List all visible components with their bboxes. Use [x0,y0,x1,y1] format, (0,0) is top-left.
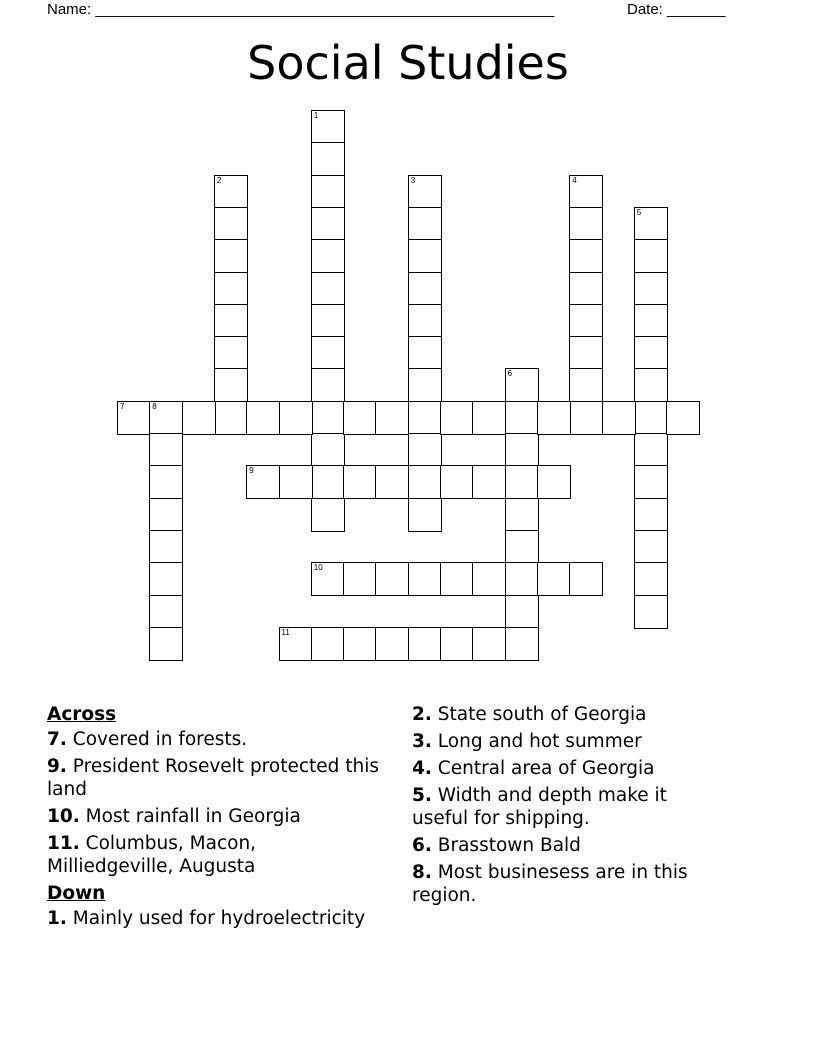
clue-number: 2. [412,704,432,725]
clue-item [412,834,712,857]
grid-cell[interactable] [634,595,668,629]
grid-cell[interactable] [505,627,539,661]
grid-cell[interactable] [408,368,442,402]
grid-cell[interactable] [440,562,474,596]
down-clues-continued [412,703,712,907]
clue-item [47,805,387,828]
clue-number: 4. [412,758,432,779]
clue-number: 5. [412,785,432,806]
grid-cell[interactable] [634,304,668,338]
grid-cell[interactable] [634,368,668,402]
grid-cell[interactable] [311,401,345,435]
grid-cell[interactable] [634,465,668,499]
grid-cell[interactable] [311,304,345,338]
clue-number: 10. [47,806,80,827]
clue-text: Brasstown Bald [437,835,581,856]
clue-item [47,728,387,751]
grid-cell[interactable] [505,465,539,499]
clue-number-label: 1 [313,111,319,120]
clues-left-column [47,703,387,934]
grid-cell[interactable] [311,336,345,370]
grid-cell[interactable] [214,175,248,209]
grid-cell[interactable] [279,627,313,661]
clue-item [412,703,712,726]
grid-cell[interactable] [343,465,377,499]
grid-cell[interactable] [149,401,183,435]
clue-text: State south of Georgia [437,704,647,725]
clue-number-label: 8 [152,401,157,411]
grid-cell[interactable] [537,401,571,435]
grid-cell[interactable] [408,239,442,273]
grid-cell[interactable] [634,562,668,596]
grid-cell[interactable] [246,401,280,435]
grid-cell[interactable] [408,562,442,596]
grid-cell[interactable] [569,175,603,209]
clue-text: Covered in forests. [72,729,248,750]
grid-cell[interactable] [408,627,442,661]
grid-cell[interactable] [569,368,603,402]
clue-number-label: 11 [281,627,290,637]
clue-text: Mainly used for hydroelectricity [72,908,366,929]
clue-item [412,784,712,830]
grid-cell[interactable] [505,498,539,532]
clues-right-column [412,703,712,911]
grid-cell[interactable] [311,627,345,661]
clue-number: 7. [47,729,67,750]
clue-number-label: 6 [507,369,513,379]
grid-cell[interactable] [311,272,345,306]
page-title: Social Studies [247,36,569,90]
clue-number-label: 7 [120,401,125,411]
clue-number-label: 9 [249,466,254,476]
clue-number: 11. [47,833,80,854]
clue-item [47,755,387,801]
grid-cell[interactable] [182,401,216,435]
clue-text: President Rosevelt protected this land [47,756,380,800]
grid-cell[interactable] [634,207,668,241]
grid-cell[interactable] [537,465,571,499]
grid-cell[interactable] [375,465,409,499]
grid-cell[interactable] [472,401,506,435]
grid-cell[interactable] [311,465,345,499]
name-label: Name: [47,1,92,18]
grid-cell[interactable] [472,562,506,596]
grid-cell[interactable] [569,304,603,338]
grid-cell[interactable] [472,465,506,499]
grid-cell[interactable] [311,562,345,596]
grid-cell[interactable] [343,401,377,435]
grid-cell[interactable] [505,530,539,564]
grid-cell[interactable] [634,530,668,564]
grid-cell[interactable] [149,627,183,661]
grid-cell[interactable] [343,562,377,596]
grid-cell[interactable] [279,465,313,499]
grid-cell[interactable] [505,562,539,596]
grid-cell[interactable] [311,239,345,273]
grid-cell[interactable] [311,142,345,176]
clue-number-label: 2 [216,175,222,185]
date-blank[interactable]: _______ [667,1,726,18]
grid-cell[interactable] [634,239,668,273]
grid-cell[interactable] [569,207,603,241]
grid-cell[interactable] [408,336,442,370]
clue-number: 6. [412,835,432,856]
grid-cell[interactable] [602,401,636,435]
clue-number: 3. [412,731,432,752]
clue-number-label: 3 [410,175,416,185]
grid-cell[interactable] [375,401,409,435]
grid-cell[interactable] [634,433,668,467]
clue-number: 9. [47,756,67,777]
grid-cell[interactable] [408,433,442,467]
grid-cell[interactable] [408,207,442,241]
clue-number-label: 4 [572,175,577,185]
grid-cell[interactable] [149,530,183,564]
clue-item [47,832,387,878]
grid-cell[interactable] [375,562,409,596]
date-field[interactable] [627,1,725,18]
name-blank[interactable]: _______________________________________________________ [95,1,555,18]
grid-cell[interactable] [311,368,345,402]
grid-cell[interactable] [149,433,183,467]
clue-text: Width and depth make it useful for shipping. [412,785,667,829]
grid-cell[interactable] [408,498,442,532]
grid-cell[interactable] [634,336,668,370]
grid-cell[interactable] [279,401,313,435]
grid-cell[interactable] [408,304,442,338]
grid-cell[interactable] [440,627,474,661]
grid-cell[interactable] [505,433,539,467]
grid-cell[interactable] [505,595,539,629]
grid-cell[interactable] [117,401,151,435]
grid-cell[interactable] [214,239,248,273]
across-heading: Across [47,704,117,725]
clue-item [412,757,712,780]
grid-cell[interactable] [537,562,571,596]
grid-cell[interactable] [569,272,603,306]
grid-cell[interactable] [214,272,248,306]
grid-cell[interactable] [375,627,409,661]
date-label: Date: [627,1,663,18]
grid-cell[interactable] [569,239,603,273]
grid-cell[interactable] [408,465,442,499]
clue-number: 1. [47,908,67,929]
grid-cell[interactable] [472,627,506,661]
grid-cell[interactable] [569,401,603,435]
grid-cell[interactable] [214,304,248,338]
grid-cell[interactable] [149,595,183,629]
clue-text: Most rainfall in Georgia [85,806,301,827]
grid-cell[interactable] [311,498,345,532]
clue-text: Long and hot summer [437,731,642,752]
grid-cell[interactable] [408,272,442,306]
down-heading: Down [47,883,106,904]
grid-cell[interactable] [505,368,539,402]
grid-cell[interactable] [311,207,345,241]
grid-cell[interactable] [343,627,377,661]
grid-cell[interactable] [149,562,183,596]
grid-cell[interactable] [440,401,474,435]
grid-cell[interactable] [666,401,700,435]
grid-cell[interactable] [505,401,539,435]
grid-cell[interactable] [214,368,248,402]
grid-cell[interactable] [634,401,668,435]
grid-cell[interactable] [214,336,248,370]
grid-cell[interactable] [214,401,248,435]
grid-cell[interactable] [408,401,442,435]
grid-cell[interactable] [311,175,345,209]
clue-item [412,730,712,753]
clue-item [47,907,387,930]
name-field[interactable] [47,1,554,18]
grid-cell[interactable] [569,562,603,596]
down-clues [47,907,387,930]
grid-cell[interactable] [246,465,280,499]
grid-cell[interactable] [569,336,603,370]
grid-cell[interactable] [214,207,248,241]
grid-cell[interactable] [149,465,183,499]
clue-number: 8. [412,862,432,883]
clue-item [412,861,712,907]
grid-cell[interactable] [311,433,345,467]
grid-cell[interactable] [440,465,474,499]
clue-text: Columbus, Macon, Milliedgeville, Augusta [47,833,257,877]
grid-cell[interactable] [634,272,668,306]
grid-cell[interactable] [149,498,183,532]
across-clues [47,728,387,878]
clue-text: Most businesess are in this region. [412,862,688,906]
clue-number-label: 5 [636,207,642,217]
clue-number-label: 10 [313,563,323,573]
clue-text: Central area of Georgia [437,758,655,779]
grid-cell[interactable] [311,110,345,144]
grid-cell[interactable] [634,498,668,532]
grid-cell[interactable] [408,175,442,209]
